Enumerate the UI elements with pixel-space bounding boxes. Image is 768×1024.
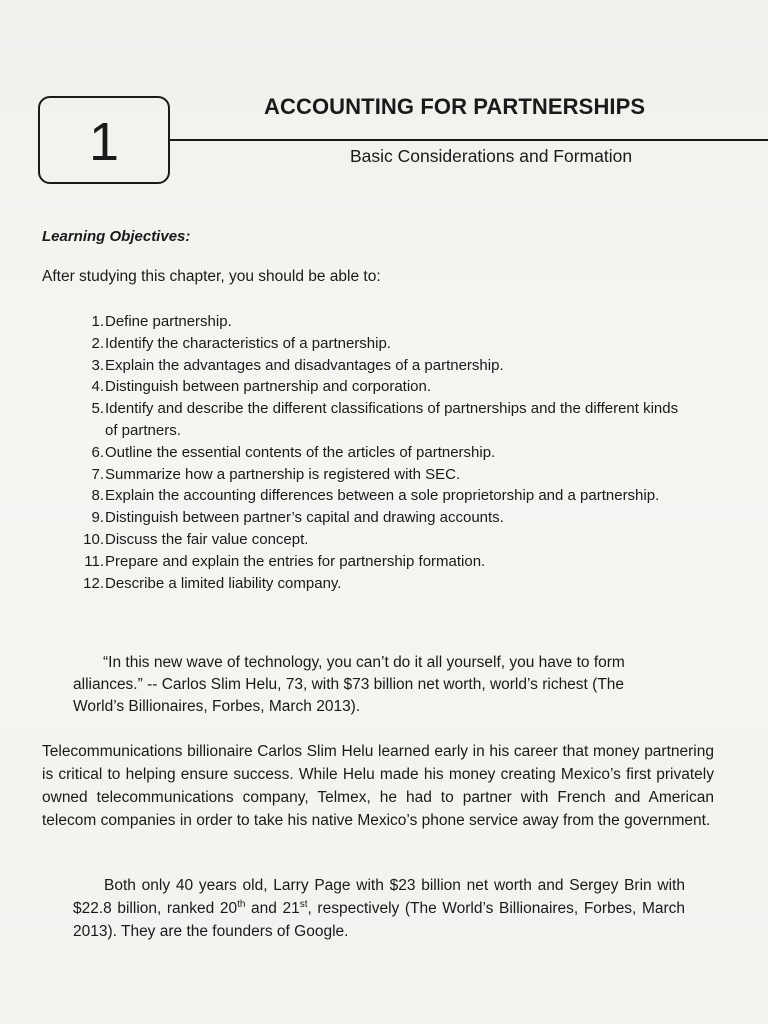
item-number: 9. [91, 509, 104, 527]
item-text: Define partnership. [105, 313, 232, 330]
list-item [60, 551, 680, 573]
item-text: Identify and describe the different classifications of partnerships and the different kinds of partners. [105, 400, 679, 439]
list-item [60, 442, 680, 464]
item-number: 11. [84, 552, 104, 570]
list-item [60, 333, 680, 355]
learning-objectives-heading: Learning Objectives: [42, 228, 191, 245]
item-number: 10. [83, 530, 104, 548]
item-text: Summarize how a partnership is registered with SEC. [105, 465, 461, 483]
item-text: Explain the accounting differences between a sole proprietorship and a partnership. [105, 487, 660, 505]
list-item [60, 573, 680, 595]
quote-text: “In this new wave of technology, you can’t do it all yourself, you have to form alliances.” -- Carlos Slim Helu, 73, with $73 billion net worth, world’s richest (The World’s Billionaires, Forbes, March 2013). [73, 654, 625, 715]
item-text: Discuss the fair value concept. [105, 530, 309, 548]
list-item [60, 311, 680, 333]
list-item [60, 398, 680, 442]
paragraph-google-founders [73, 874, 685, 943]
objectives-intro: After studying this chapter, you should be able to: [42, 268, 381, 285]
list-item [60, 507, 680, 529]
item-text: Outline the essential contents of the articles of partnership. [105, 443, 496, 461]
paragraph-text-part: and 21 [245, 900, 300, 917]
item-text: Distinguish between partnership and corporation. [105, 378, 432, 396]
item-number: 2. [91, 334, 104, 352]
item-number: 1. [91, 313, 104, 330]
item-number: 8. [91, 487, 104, 505]
list-item [60, 529, 680, 551]
paragraph-text-part: Both only 40 years old, Larry Page with $23 billion net worth and Sergey Brin with $22.8 billion, ranked 20 [73, 877, 685, 917]
item-text: Distinguish between partner’s capital and drawing accounts. [105, 509, 504, 527]
ordinal-suffix: st [299, 898, 308, 910]
item-number: 3. [91, 356, 104, 374]
ordinal-suffix: th [237, 898, 246, 910]
list-item [60, 376, 680, 398]
paragraph-helu: Telecommunications billionaire Carlos Slim Helu learned early in his career that money partnering is critical to helping ensure success. While Helu made his money creating Mexico’s first privately owned telecommunications company, Telmex, he had to partner with French and American telecom companies in order to take his native Mexico’s phone service away from the government. [42, 743, 714, 829]
objectives-list [60, 311, 680, 594]
item-text: Identify the characteristics of a partnership. [105, 334, 391, 352]
list-item [60, 485, 680, 507]
item-number: 6. [91, 443, 104, 461]
chapter-number: 1 [88, 112, 120, 172]
item-text: Explain the advantages and disadvantages of a partnership. [105, 356, 504, 374]
list-item [60, 355, 680, 377]
paragraph-text-part: , respectively (The World’s Billionaires, Forbes, March 2013). They are the founders of Google. [73, 900, 686, 940]
opening-quote [73, 652, 673, 718]
item-number: 4. [91, 378, 104, 396]
item-text: Describe a limited liability company. [105, 574, 342, 592]
item-number: 5. [91, 400, 104, 418]
item-number: 12. [83, 574, 104, 592]
chapter-title: ACCOUNTING FOR PARTNERSHIPS [264, 94, 646, 119]
header-rule [170, 139, 768, 141]
chapter-subtitle: Basic Considerations and Formation [350, 146, 633, 166]
item-number: 7. [91, 465, 104, 483]
list-item [60, 464, 680, 486]
chapter-number-box [38, 96, 170, 184]
item-text: Prepare and explain the entries for partnership formation. [105, 552, 486, 570]
